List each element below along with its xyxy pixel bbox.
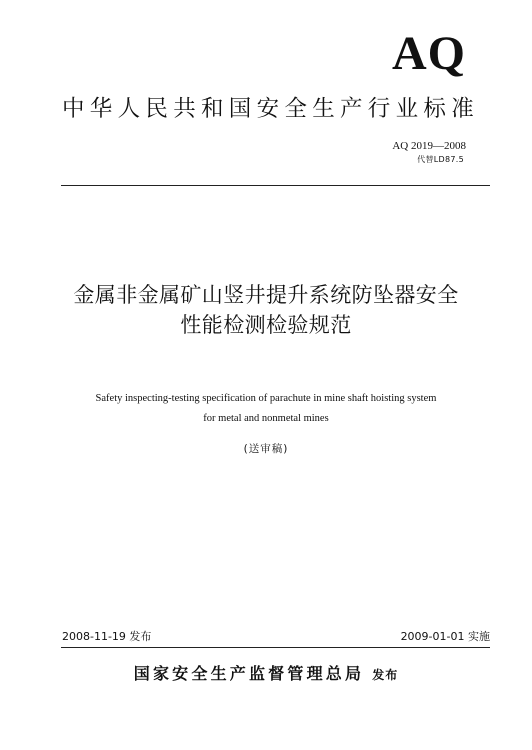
implementation-date: 2009-01-01 实施 [400,630,490,643]
footer-divider [61,647,490,648]
draft-status: (送审稿) [243,443,289,455]
document-title-chinese [0,280,532,340]
issuing-authority: 国家安全生产监督管理总局 [133,664,365,683]
standard-category: 中华人民共和国安全生产行业标准 [62,96,480,122]
issue-date: 2008-11-19 发布 [62,630,152,643]
standard-number: AQ 2019—2008 [392,140,466,152]
title-chinese-line-2: 性能检测检验规范 [180,313,352,337]
header-divider [61,185,490,186]
standard-logo: AQ [392,27,466,80]
issue-action: 发布 [372,668,399,682]
document-title-english [0,389,532,429]
replaces-note: 代替LD87.5 [417,155,464,164]
title-chinese-line-1: 金属非金属矿山竖井提升系统防坠器安全 [73,283,459,307]
title-english-line-2: for metal and nonmetal mines [203,413,329,424]
title-english-line-1: Safety inspecting-testing specification of parachute in mine shaft hoisting system [95,393,437,404]
issuer-line [0,666,532,682]
